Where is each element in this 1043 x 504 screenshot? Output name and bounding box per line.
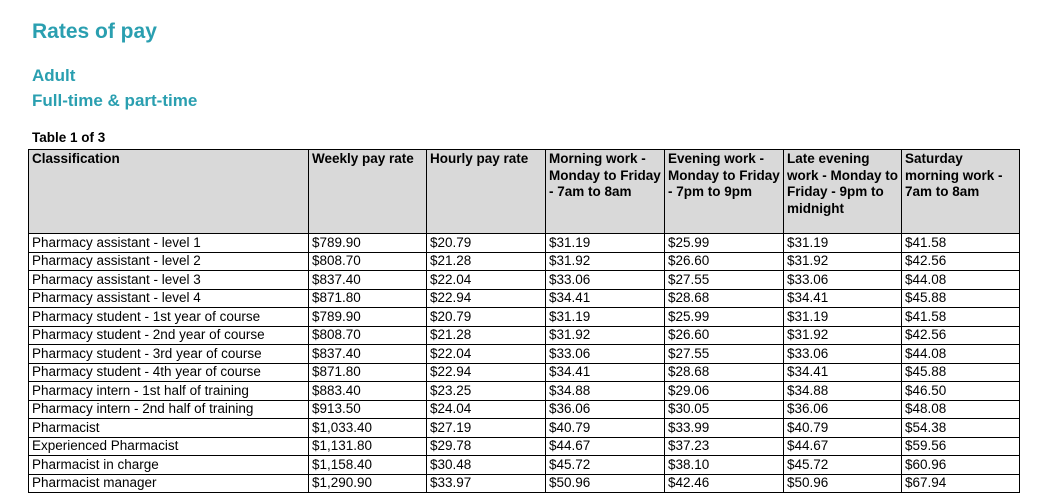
late-evening-work-cell: $31.19 (784, 308, 902, 327)
column-header-saturday-morning-work: Saturday morning work - 7am to 8am (902, 150, 1020, 234)
morning-work-cell: $34.88 (546, 382, 665, 401)
table-row (29, 345, 1020, 364)
hourly-pay-cell: $24.04 (427, 400, 546, 419)
evening-work-cell: $28.68 (665, 363, 784, 382)
late-evening-work-cell: $31.19 (784, 234, 902, 253)
table-row (29, 308, 1020, 327)
weekly-pay-cell: $808.70 (309, 252, 427, 271)
classification-cell: Pharmacist manager (29, 474, 309, 493)
weekly-pay-cell: $789.90 (309, 234, 427, 253)
table-row (29, 382, 1020, 401)
saturday-morning-cell: $46.50 (902, 382, 1020, 401)
column-header-classification: Classification (29, 150, 309, 234)
table-row (29, 234, 1020, 253)
column-header-late-evening-work: Late evening work - Monday to Friday - 9pm to midnight (784, 150, 902, 234)
weekly-pay-cell: $871.80 (309, 289, 427, 308)
hourly-pay-cell: $22.04 (427, 271, 546, 290)
table-row (29, 289, 1020, 308)
saturday-morning-cell: $44.08 (902, 345, 1020, 364)
saturday-morning-cell: $54.38 (902, 419, 1020, 438)
evening-work-cell: $28.68 (665, 289, 784, 308)
evening-work-cell: $25.99 (665, 308, 784, 327)
classification-cell: Pharmacy assistant - level 4 (29, 289, 309, 308)
saturday-morning-cell: $42.56 (902, 326, 1020, 345)
morning-work-cell: $44.67 (546, 437, 665, 456)
morning-work-cell: $34.41 (546, 289, 665, 308)
table-row (29, 252, 1020, 271)
morning-work-cell: $33.06 (546, 345, 665, 364)
table-row (29, 437, 1020, 456)
saturday-morning-cell: $48.08 (902, 400, 1020, 419)
classification-cell: Pharmacy student - 1st year of course (29, 308, 309, 327)
hourly-pay-cell: $22.94 (427, 363, 546, 382)
hourly-pay-cell: $29.78 (427, 437, 546, 456)
morning-work-cell: $36.06 (546, 400, 665, 419)
classification-cell: Experienced Pharmacist (29, 437, 309, 456)
hourly-pay-cell: $33.97 (427, 474, 546, 493)
hourly-pay-cell: $20.79 (427, 308, 546, 327)
late-evening-work-cell: $33.06 (784, 271, 902, 290)
saturday-morning-cell: $45.88 (902, 363, 1020, 382)
late-evening-work-cell: $50.96 (784, 474, 902, 493)
late-evening-work-cell: $45.72 (784, 456, 902, 475)
evening-work-cell: $29.06 (665, 382, 784, 401)
weekly-pay-cell: $913.50 (309, 400, 427, 419)
saturday-morning-cell: $60.96 (902, 456, 1020, 475)
column-header-hourly-pay-rate: Hourly pay rate (427, 150, 546, 234)
late-evening-work-cell: $31.92 (784, 252, 902, 271)
table-row (29, 271, 1020, 290)
morning-work-cell: $31.92 (546, 326, 665, 345)
column-header-weekly-pay-rate: Weekly pay rate (309, 150, 427, 234)
hourly-pay-cell: $22.04 (427, 345, 546, 364)
evening-work-cell: $42.46 (665, 474, 784, 493)
evening-work-cell: $30.05 (665, 400, 784, 419)
saturday-morning-cell: $41.58 (902, 308, 1020, 327)
classification-cell: Pharmacy assistant - level 2 (29, 252, 309, 271)
late-evening-work-cell: $31.92 (784, 326, 902, 345)
table-row (29, 326, 1020, 345)
evening-work-cell: $27.55 (665, 271, 784, 290)
morning-work-cell: $31.92 (546, 252, 665, 271)
hourly-pay-cell: $21.28 (427, 252, 546, 271)
classification-cell: Pharmacy assistant - level 3 (29, 271, 309, 290)
saturday-morning-cell: $59.56 (902, 437, 1020, 456)
saturday-morning-cell: $67.94 (902, 474, 1020, 493)
late-evening-work-cell: $34.88 (784, 382, 902, 401)
evening-work-cell: $38.10 (665, 456, 784, 475)
morning-work-cell: $33.06 (546, 271, 665, 290)
late-evening-work-cell: $34.41 (784, 289, 902, 308)
table-header-row (29, 150, 1020, 234)
weekly-pay-cell: $1,290.90 (309, 474, 427, 493)
table-caption: Table 1 of 3 (32, 130, 106, 145)
late-evening-work-cell: $40.79 (784, 419, 902, 438)
morning-work-cell: $31.19 (546, 308, 665, 327)
evening-work-cell: $25.99 (665, 234, 784, 253)
saturday-morning-cell: $41.58 (902, 234, 1020, 253)
morning-work-cell: $31.19 (546, 234, 665, 253)
hourly-pay-cell: $23.25 (427, 382, 546, 401)
weekly-pay-cell: $837.40 (309, 271, 427, 290)
weekly-pay-cell: $871.80 (309, 363, 427, 382)
column-header-morning-work: Morning work - Monday to Friday - 7am to 8am (546, 150, 665, 234)
classification-cell: Pharmacist (29, 419, 309, 438)
morning-work-cell: $34.41 (546, 363, 665, 382)
late-evening-work-cell: $36.06 (784, 400, 902, 419)
classification-cell: Pharmacy student - 4th year of course (29, 363, 309, 382)
morning-work-cell: $45.72 (546, 456, 665, 475)
page-title: Rates of pay (32, 20, 157, 43)
late-evening-work-cell: $33.06 (784, 345, 902, 364)
evening-work-cell: $27.55 (665, 345, 784, 364)
saturday-morning-cell: $44.08 (902, 271, 1020, 290)
table-row (29, 474, 1020, 493)
classification-cell: Pharmacist in charge (29, 456, 309, 475)
hourly-pay-cell: $21.28 (427, 326, 546, 345)
weekly-pay-cell: $883.40 (309, 382, 427, 401)
classification-cell: Pharmacy student - 2nd year of course (29, 326, 309, 345)
section-heading-employment-type: Full-time & part-time (32, 91, 198, 110)
evening-work-cell: $37.23 (665, 437, 784, 456)
weekly-pay-cell: $1,033.40 (309, 419, 427, 438)
table-row (29, 456, 1020, 475)
saturday-morning-cell: $42.56 (902, 252, 1020, 271)
table-row (29, 419, 1020, 438)
evening-work-cell: $26.60 (665, 326, 784, 345)
classification-cell: Pharmacy assistant - level 1 (29, 234, 309, 253)
section-heading-adult: Adult (32, 66, 76, 85)
table-row (29, 400, 1020, 419)
hourly-pay-cell: $20.79 (427, 234, 546, 253)
evening-work-cell: $26.60 (665, 252, 784, 271)
pay-rates-table (28, 149, 1020, 493)
morning-work-cell: $40.79 (546, 419, 665, 438)
hourly-pay-cell: $30.48 (427, 456, 546, 475)
classification-cell: Pharmacy intern - 2nd half of training (29, 400, 309, 419)
weekly-pay-cell: $1,131.80 (309, 437, 427, 456)
saturday-morning-cell: $45.88 (902, 289, 1020, 308)
weekly-pay-cell: $1,158.40 (309, 456, 427, 475)
late-evening-work-cell: $44.67 (784, 437, 902, 456)
weekly-pay-cell: $837.40 (309, 345, 427, 364)
column-header-evening-work: Evening work - Monday to Friday - 7pm to 9pm (665, 150, 784, 234)
classification-cell: Pharmacy intern - 1st half of training (29, 382, 309, 401)
weekly-pay-cell: $808.70 (309, 326, 427, 345)
hourly-pay-cell: $22.94 (427, 289, 546, 308)
weekly-pay-cell: $789.90 (309, 308, 427, 327)
classification-cell: Pharmacy student - 3rd year of course (29, 345, 309, 364)
evening-work-cell: $33.99 (665, 419, 784, 438)
morning-work-cell: $50.96 (546, 474, 665, 493)
late-evening-work-cell: $34.41 (784, 363, 902, 382)
hourly-pay-cell: $27.19 (427, 419, 546, 438)
table-row (29, 363, 1020, 382)
